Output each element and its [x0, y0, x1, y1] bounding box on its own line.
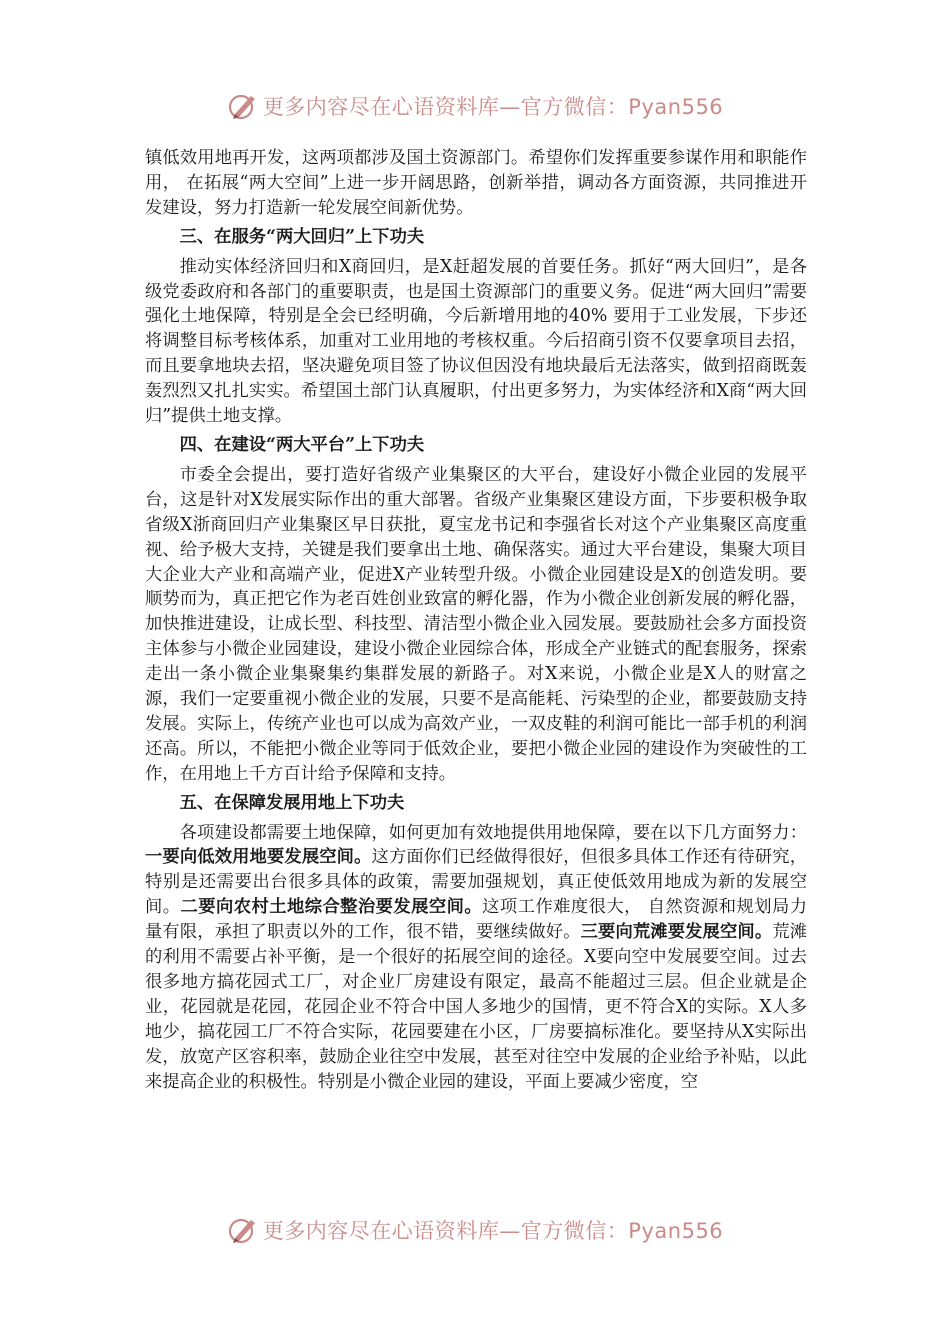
- watermark-text: 更多内容尽在心语资料库—官方微信：Pyan556: [262, 1219, 724, 1243]
- text-run: 这方面你们已经做得很好，但很多具体工作还有待研究，特别是还需要出台很多具体的政策，需要加强规划，真正使低效用地成为新的发展空间。: [145, 847, 807, 918]
- document-body: [145, 146, 807, 1095]
- header-watermark: [0, 86, 950, 126]
- pen-logo-icon: [227, 1214, 259, 1246]
- section-heading-3: 三、在服务“两大回归”上下功夫: [179, 226, 425, 247]
- footer-watermark: [0, 1210, 950, 1250]
- paragraph-section-4: 市委全会提出，要打造好省级产业集聚区的大平台，建设好小微企业园的发展平台，这是针对X发展实际作出的重大部署。省级产业集聚区建设方面，下步要积极争取省级X浙商回归产业集聚区早日获批，夏宝龙书记和李强省长对这个产业集聚区高度重视、给予极大支持，关键是我们要拿出土地、确保落实。通过大平台建设，集聚大项目大企业大产业和高端产业，促进X产业转型升级。小微企业园建设是X的创造发明。要顺势而为，真正把它作为老百姓创业致富的孵化器，作为小微企业创新发展的孵化器，加快推进建设，让成长型、科技型、清洁型小微企业入园发展。要鼓励社会多方面投资主体参与小微企业园建设，建设小微企业园综合体，形成全产业链式的配套服务，探索走出一条小微企业集聚集约集群发展的新路子。对X来说，小微企业是X人的财富之源，我们一定要重视小微企业的发展，只要不是高能耗、污染型的企业，都要鼓励支持发展。实际上，传统产业也可以成为高效产业，一双皮鞋的利润可能比一部手机的利润还高。所以，不能把小微企业等同于低效企业，要把小微企业园的建设作为突破性的工作，在用地上千方百计给予保障和支持。: [145, 464, 807, 784]
- pen-logo-icon: [227, 90, 259, 122]
- paragraph-section-3: 推动实体经济回归和X商回归，是X赶超发展的首要任务。抓好“两大回归”，是各级党委政府和各部门的重要职责，也是国土资源部门的重要义务。促进“两大回归”需要强化土地保障，特别是全会已经明确，今后新增用地的40% 要用于工业发展，下步还将调整目标考核体系，加重对工业用地的考核权重。今后招商引资不仅要拿项目去招，而且要拿地块去招，坚决避免项目签了协议但因没有地块最后无法落实，做到招商既轰轰烈烈又扎扎实实。希望国土部门认真履职，付出更多努力，为实体经济和X商“两大回归”提供土地支撑。: [145, 256, 807, 427]
- paragraph-continued: 镇低效用地再开发，这两项都涉及国土资源部门。希望你们发挥重要参谋作用和职能作用， 在拓展“两大空间”上进一步开阔思路，创新举措，调动各方面资源，共同推进开发建设，努力打造新一轮发展空间新优势。: [145, 148, 807, 218]
- text-run: 各项建设都需要土地保障，如何更加有效地提供用地保障，要在以下几方面努力：: [179, 822, 807, 843]
- paragraph-section-5: [145, 821, 807, 1095]
- text-run: 这项工作难度很大， 自然资源和规划局力量有限，承担了职责以外的工作，很不错，要继续做好。: [145, 897, 807, 943]
- text-run: 荒滩的利用不需要占补平衡，是一个很好的拓展空间的途径。X要向空中发展要空间。过去很多地方搞花园式工厂，对企业厂房建设有限定，最高不能超过三层。但企业就是企业，花园就是花园，花园企业不符合中国人多地少的国情，更不符合X的实际。X人多地少，搞花园工厂不符合实际，花园要建在小区，厂房要搞标准化。要坚持从X实际出发，放宽产区容积率，鼓励企业往空中发展，甚至对往空中发展的企业给予补贴，以此来提高企业的积极性。特别是小微企业园的建设，平面上要减少密度，空: [145, 922, 807, 1092]
- section-heading-5: 五、在保障发展用地上下功夫: [179, 792, 405, 813]
- bold-point-3: 三要向荒滩要发展空间。: [580, 922, 773, 943]
- section-heading-4: 四、在建设“两大平台”上下功夫: [179, 434, 425, 455]
- watermark-text: 更多内容尽在心语资料库—官方微信：Pyan556: [262, 95, 724, 119]
- bold-point-1: 一要向低效用地要发展空间。: [145, 847, 372, 868]
- bold-point-2: 二要向农村土地综合整治要发展空间。: [180, 897, 483, 918]
